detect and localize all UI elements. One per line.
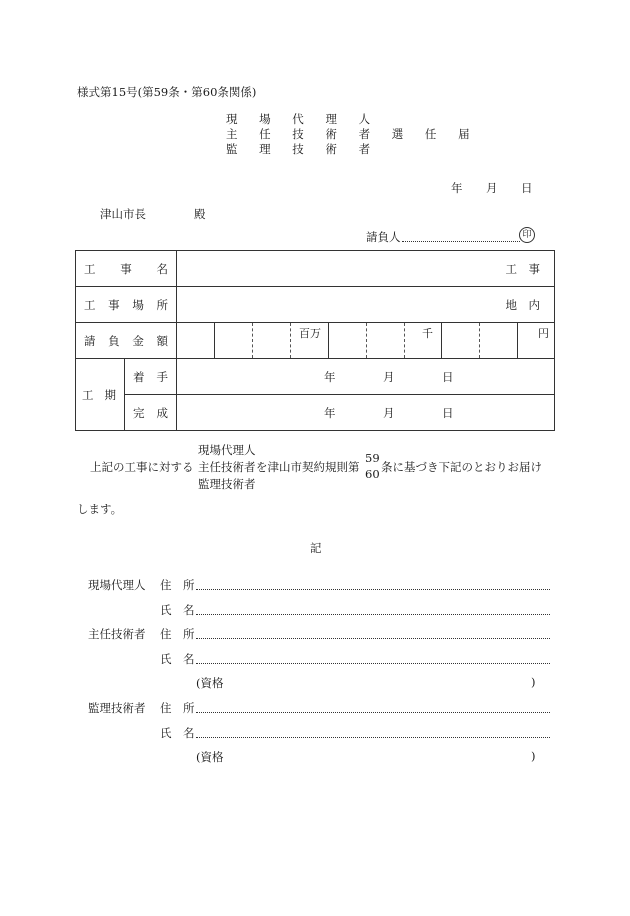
date-day: 日: [521, 181, 533, 195]
period-start-field[interactable]: 年 月 日: [177, 359, 555, 395]
entry-2-qual-open: (資格: [196, 676, 224, 690]
entry-1-address-label: 住 所: [160, 578, 195, 592]
body-middle: を津山市契約規則第: [256, 460, 360, 474]
body-article-60: 60: [365, 467, 380, 481]
amount-label-cell: 請 負 金 額: [76, 323, 177, 359]
entry-1-name-field[interactable]: [196, 614, 550, 615]
title-line-2: 主 任 技 術 者 選 任 届: [226, 127, 479, 141]
work-name-field[interactable]: [177, 251, 555, 287]
entry-2-name-label: 氏 名: [160, 652, 195, 666]
entry-1-address-field[interactable]: [196, 589, 550, 590]
entry-3-role: 監理技術者: [88, 701, 146, 715]
period-start-label-cell: 着 手: [125, 359, 177, 395]
entry-3-address-label: 住 所: [160, 701, 195, 715]
entry-2-address-label: 住 所: [160, 627, 195, 641]
entry-2-qual-close: ): [531, 675, 536, 689]
title-line-3: 監 理 技 術 者: [226, 142, 380, 156]
body-role-3: 監理技術者: [198, 477, 256, 491]
amount-unit-thousand: 千: [422, 327, 433, 340]
contractor-name-line[interactable]: [402, 241, 520, 242]
entry-3-address-field[interactable]: [196, 712, 550, 713]
addressee-name: 津山市長: [100, 207, 146, 221]
entry-1-name-label: 氏 名: [160, 603, 195, 617]
contractor-label: 請負人: [366, 230, 401, 244]
addressee-honorific: 殿: [194, 207, 206, 221]
work-place-suffix: 地 内: [505, 298, 540, 312]
date-year: 年: [451, 181, 463, 195]
body-suffix: 条に基づき下記のとおりお届け: [381, 460, 542, 474]
period-end-label-cell: 完 成: [125, 395, 177, 431]
entry-2-name-field[interactable]: [196, 663, 550, 664]
body-article-59: 59: [365, 451, 380, 465]
entry-3-qual-open: (資格: [196, 750, 224, 764]
period-label-cell: 工 期: [76, 359, 125, 431]
amount-unit-yen: 円: [538, 327, 549, 340]
body-role-1: 現場代理人: [198, 443, 256, 457]
form-number: 様式第15号(第59条・第60条関係): [77, 85, 257, 99]
entry-3-name-label: 氏 名: [160, 726, 195, 740]
title-line-1: 現 場 代 理 人: [226, 112, 380, 126]
period-end-field[interactable]: 年 月 日: [177, 395, 555, 431]
entry-3-name-field[interactable]: [196, 737, 550, 738]
work-name-label-cell: 工 事 名: [76, 251, 177, 287]
entry-1-role: 現場代理人: [88, 578, 146, 592]
ki-heading: 記: [310, 541, 322, 555]
date-month: 月: [486, 181, 498, 195]
entry-2-address-field[interactable]: [196, 638, 550, 639]
body-prefix: 上記の工事に対する: [90, 460, 194, 474]
body-role-2: 主任技術者: [198, 460, 256, 474]
work-place-label-cell: 工 事 場 所: [76, 287, 177, 323]
seal-mark: 印: [519, 227, 535, 243]
body-tail: します。: [77, 502, 123, 516]
entry-2-role: 主任技術者: [88, 627, 146, 641]
work-name-suffix: 工 事: [505, 262, 540, 276]
entry-3-qual-close: ): [531, 749, 536, 763]
work-place-field[interactable]: [177, 287, 555, 323]
work-table: [75, 250, 555, 431]
amount-unit-million: 百万: [299, 327, 321, 340]
amount-field[interactable]: [177, 323, 555, 359]
